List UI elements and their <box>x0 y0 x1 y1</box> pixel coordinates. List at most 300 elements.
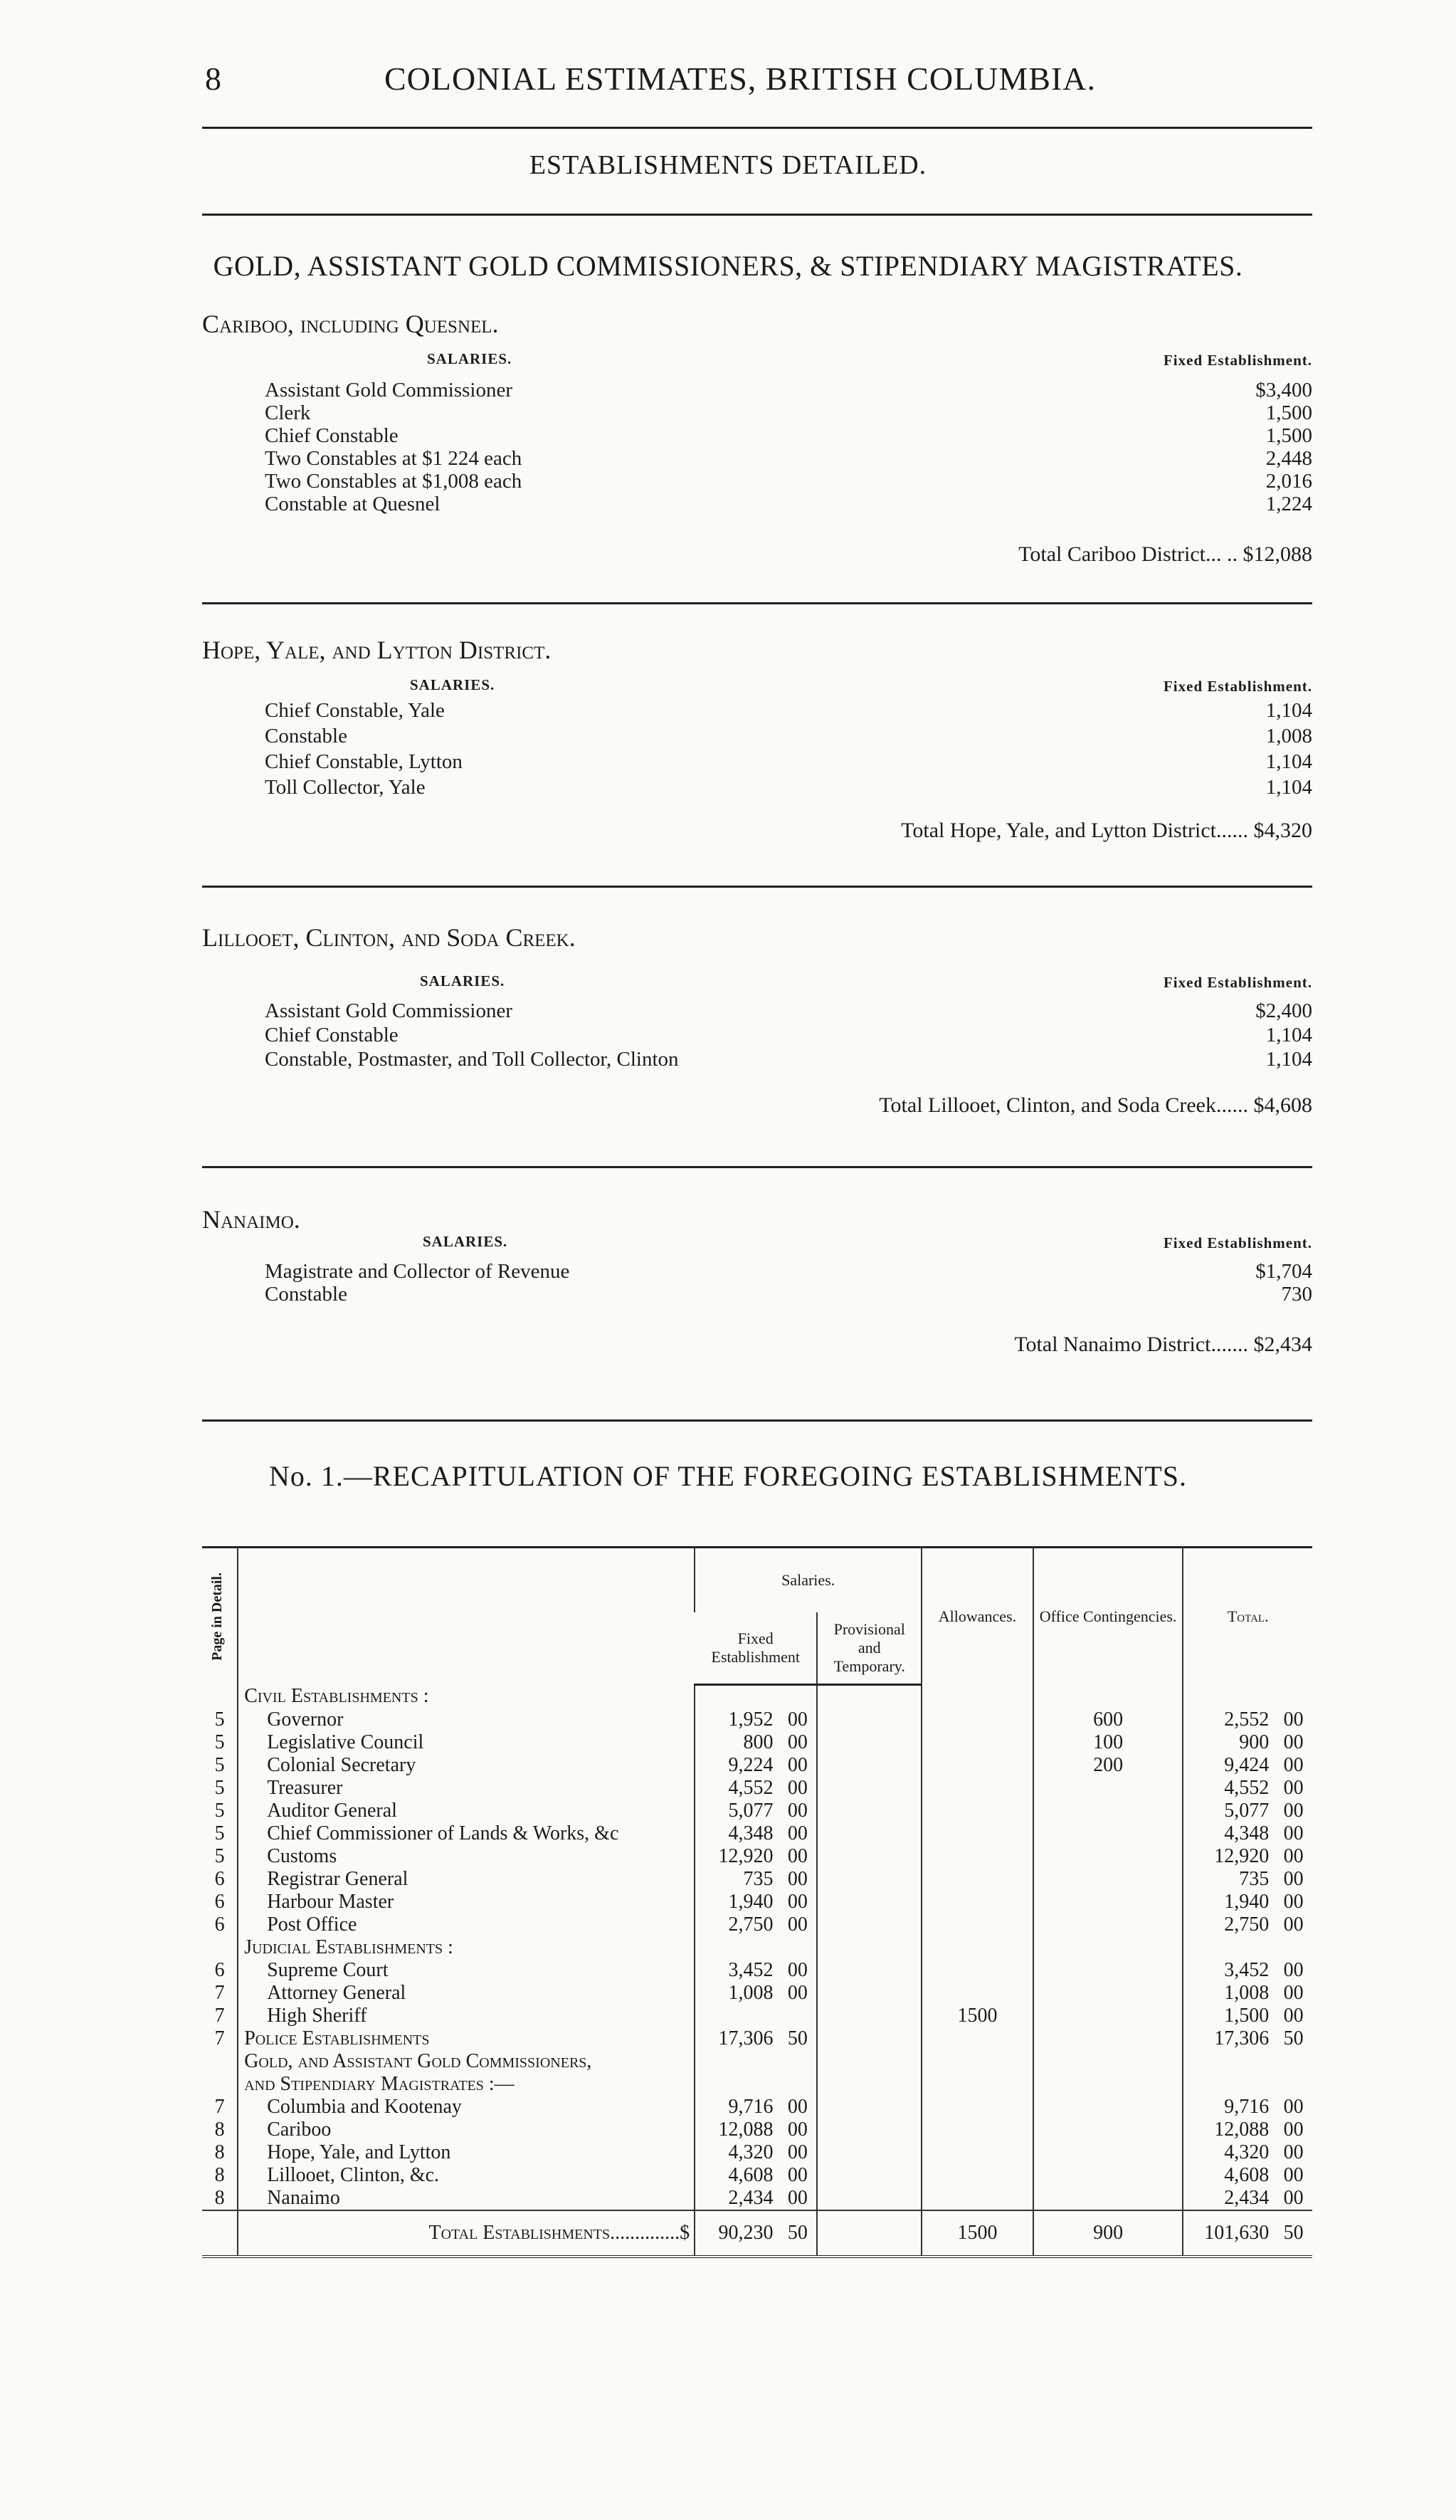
total-cents-cell <box>1275 1685 1312 1709</box>
office-cell <box>1033 1913 1183 1936</box>
total-cell <box>1183 2073 1275 2096</box>
office-cell <box>1033 1959 1183 1982</box>
office-cell <box>1033 1822 1183 1845</box>
total-cell: 9,424 <box>1183 1754 1275 1777</box>
fixed-cents-cell: 00 <box>787 2096 808 2118</box>
salaries-label: SALARIES. <box>420 972 505 989</box>
salary-value: $3,400 <box>1255 379 1312 401</box>
recap-row <box>202 1777 1312 1800</box>
page-number: 8 <box>205 61 222 97</box>
salary-row <box>265 999 1312 1024</box>
col-header-total: Total. <box>1183 1548 1312 1685</box>
allowances-cell <box>922 2119 1033 2141</box>
salary-row <box>265 699 1312 723</box>
row-label: Colonial Secretary <box>238 1754 695 1777</box>
fixed-cents-cell: 00 <box>787 2141 808 2163</box>
salary-value: 1,104 <box>1265 750 1312 773</box>
total-cents-cell: 00 <box>1283 1708 1304 1731</box>
salary-label: Clerk <box>265 401 311 424</box>
col-header-allowances: Allowances. <box>922 1548 1033 1685</box>
total-cents-cell: 00 <box>1283 1777 1304 1799</box>
section-rule <box>202 602 1312 604</box>
recap-row <box>202 1982 1312 2005</box>
district-total <box>901 819 1312 843</box>
provisional-cell <box>817 2141 922 2164</box>
page-cell <box>202 2050 238 2073</box>
provisional-cell <box>817 1822 922 1845</box>
office-cell <box>1033 1868 1183 1891</box>
section-label: Gold, and Assistant Gold Commissioners, <box>238 2050 695 2073</box>
total-cents-cell: 00 <box>1283 1731 1304 1753</box>
salary-label: Assistant Gold Commissioner <box>265 379 513 401</box>
fixed-cents-cell: 00 <box>787 1708 808 1731</box>
salary-row <box>265 424 1312 448</box>
district-name: Nanaimo. <box>202 1205 300 1234</box>
recap-title: No. 1.—RECAPITULATION OF THE FOREGOING ESTABLISHMENTS. <box>268 1460 1188 1492</box>
office-cell <box>1033 2027 1183 2050</box>
salaries-label: SALARIES. <box>410 676 495 693</box>
page-cell: 5 <box>214 1731 225 1753</box>
provisional-cell <box>817 1936 922 1959</box>
row-label: Supreme Court <box>238 1959 695 1982</box>
recap-row <box>202 2096 1312 2119</box>
district-total-value: $12,088 <box>1243 542 1312 566</box>
col-header-description <box>238 1548 695 1685</box>
district-total-value: $2,434 <box>1253 1333 1312 1356</box>
salary-label: Constable <box>265 1283 347 1306</box>
salary-label: Two Constables at $1 224 each <box>265 447 522 470</box>
fixed-cell: 12,920 <box>695 1845 779 1868</box>
col-header-office-contingencies: Office Contingencies. <box>1033 1548 1183 1685</box>
recap-total-row <box>202 2210 1312 2257</box>
salary-value: 1,104 <box>1265 1024 1312 1046</box>
total-cents-cell: 00 <box>1283 1822 1304 1844</box>
fixed-cell: 1,952 <box>695 1708 779 1731</box>
total-cents-cell: 00 <box>1283 1913 1304 1936</box>
total-cell: 9,716 <box>1183 2096 1275 2119</box>
total-cents-cell <box>1275 2073 1312 2096</box>
fixed-cell: 4,608 <box>695 2164 779 2187</box>
fixed-cents-cell: 00 <box>787 1982 808 2004</box>
recap-total-grand-cents: 50 <box>1275 2210 1312 2257</box>
page-cell: 5 <box>214 1754 225 1776</box>
fixed-cents-cell: 00 <box>787 1868 808 1890</box>
salary-value: 1,104 <box>1265 1048 1312 1071</box>
fixed-cell <box>695 1685 779 1709</box>
allowances-cell <box>922 1731 1033 1754</box>
allowances-cell <box>922 2050 1033 2073</box>
district-total <box>1014 1333 1312 1357</box>
salary-value: 1,104 <box>1265 776 1312 799</box>
allowances-cell <box>922 1754 1033 1777</box>
section-label: and Stipendiary Magistrates :— <box>238 2073 695 2096</box>
page-cell: 7 <box>214 1982 225 2004</box>
fixed-cell: 12,088 <box>695 2119 779 2141</box>
salary-value: 1,500 <box>1265 424 1312 447</box>
row-label: High Sheriff <box>238 2005 695 2027</box>
recap-total-office: 900 <box>1033 2210 1183 2257</box>
district-total-label: Total Hope, Yale, and Lytton District...... <box>901 819 1248 842</box>
total-cell <box>1183 2050 1275 2073</box>
row-label: Registrar General <box>238 1868 695 1891</box>
fixed-cents-cell: 00 <box>787 1800 808 1822</box>
total-cents-cell: 00 <box>1283 1891 1304 1913</box>
fixed-cents-cell: 00 <box>787 1959 808 1981</box>
office-cell <box>1033 2164 1183 2187</box>
recap-row <box>202 1913 1312 1936</box>
page-title: COLONIAL ESTIMATES, BRITISH COLUMBIA. <box>384 61 1097 97</box>
page-cell: 5 <box>214 1822 225 1844</box>
fixed-cell <box>695 2005 779 2027</box>
col-header-page: Page in Detail. <box>202 1548 238 1685</box>
recap-row <box>202 2027 1312 2050</box>
row-label: Hope, Yale, and Lytton <box>238 2141 695 2164</box>
district-name: Cariboo, including Quesnel. <box>202 310 499 338</box>
total-cell: 2,434 <box>1183 2187 1275 2210</box>
provisional-cell <box>817 1845 922 1868</box>
total-cell: 1,500 <box>1183 2005 1275 2027</box>
allowances-cell <box>922 1959 1033 1982</box>
office-cell <box>1033 1936 1183 1959</box>
provisional-cell <box>817 2164 922 2187</box>
recap-table <box>202 1546 1312 2258</box>
col-header-fixed: Fixed Establishment <box>695 1612 817 1685</box>
row-label: Cariboo <box>238 2119 695 2141</box>
fixed-cell: 5,077 <box>695 1800 779 1822</box>
office-cell <box>1033 1685 1183 1709</box>
recap-row <box>202 1845 1312 1868</box>
salary-row <box>265 1283 1312 1307</box>
allowances-cell <box>922 2096 1033 2119</box>
allowances-cell <box>922 1982 1033 2005</box>
salary-value: 1,500 <box>1265 401 1312 424</box>
page-cell: 5 <box>214 1845 225 1867</box>
fixed-cell: 4,320 <box>695 2141 779 2164</box>
total-cell: 17,306 <box>1183 2027 1275 2050</box>
total-cell: 2,750 <box>1183 1913 1275 1936</box>
allowances-cell <box>922 1845 1033 1868</box>
total-cell <box>1183 1685 1275 1709</box>
salaries-label: SALARIES. <box>427 350 512 367</box>
recap-row <box>202 2164 1312 2187</box>
salary-row <box>265 493 1312 517</box>
total-cents-cell: 00 <box>1283 1845 1304 1867</box>
salary-label: Constable, Postmaster, and Toll Collector, Clinton <box>265 1048 679 1071</box>
row-label: Columbia and Kootenay <box>238 2096 695 2119</box>
fixed-cents-cell: 00 <box>787 1891 808 1913</box>
fixed-cell: 9,224 <box>695 1754 779 1777</box>
total-cell: 4,608 <box>1183 2164 1275 2187</box>
total-cell: 4,552 <box>1183 1777 1275 1800</box>
provisional-cell <box>817 1913 922 1936</box>
total-cents-cell: 00 <box>1283 1959 1304 1981</box>
salary-row <box>265 750 1312 775</box>
salaries-label: SALARIES. <box>423 1233 508 1250</box>
row-label: Harbour Master <box>238 1891 695 1913</box>
salary-row <box>265 447 1312 471</box>
fixed-cell: 2,434 <box>695 2187 779 2210</box>
page-cell: 5 <box>214 1777 225 1799</box>
salary-row <box>265 470 1312 494</box>
fixed-cents-cell: 00 <box>787 2119 808 2141</box>
allowances-cell <box>922 1868 1033 1891</box>
col-header-provisional: Provisional and Temporary. <box>817 1612 922 1685</box>
recap-total-grand: 101,630 <box>1183 2210 1275 2257</box>
section-label: Civil Establishments : <box>238 1685 695 1709</box>
fixed-cell: 4,552 <box>695 1777 779 1800</box>
row-label: Auditor General <box>238 1800 695 1822</box>
page-cell: 5 <box>214 1800 225 1822</box>
fixed-establishment-label: Fixed Establishment. <box>1163 1234 1312 1251</box>
recap-row <box>202 2187 1312 2210</box>
page-cell: 8 <box>214 2119 225 2141</box>
fixed-cents-cell <box>779 2050 817 2073</box>
fixed-cell: 800 <box>695 1731 779 1754</box>
recap-total-fixed-cents: 50 <box>779 2210 817 2257</box>
district-total <box>1018 542 1312 567</box>
salary-value: $2,400 <box>1255 999 1312 1022</box>
fixed-cents-cell: 00 <box>787 1913 808 1936</box>
salary-label: Assistant Gold Commissioner <box>265 999 513 1022</box>
page-cell: 7 <box>214 2005 225 2027</box>
fixed-cell: 4,348 <box>695 1822 779 1845</box>
total-cell: 12,088 <box>1183 2119 1275 2141</box>
fixed-cents-cell: 00 <box>787 1731 808 1753</box>
recap-total-label: Total Establishments..............$ <box>238 2210 695 2257</box>
row-label: Police Establishments <box>238 2027 695 2050</box>
district-name: Hope, Yale, and Lytton District. <box>202 636 552 664</box>
salary-value: 1,104 <box>1265 699 1312 722</box>
total-cell: 12,920 <box>1183 1845 1275 1868</box>
fixed-cell: 3,452 <box>695 1959 779 1982</box>
recap-section-row <box>202 1936 1312 1959</box>
provisional-cell <box>817 1777 922 1800</box>
page-cell: 6 <box>214 1868 225 1890</box>
total-cents-cell: 00 <box>1283 2096 1304 2118</box>
allowances-cell <box>922 1822 1033 1845</box>
fixed-cents-cell: 00 <box>787 1754 808 1776</box>
salary-value: 2,448 <box>1265 447 1312 470</box>
total-cell: 735 <box>1183 1868 1275 1891</box>
fixed-cents-cell: 00 <box>787 1845 808 1867</box>
recap-section-row <box>202 1685 1312 1709</box>
row-label: Legislative Council <box>238 1731 695 1754</box>
fixed-cents-cell: 00 <box>787 1822 808 1844</box>
office-cell <box>1033 1800 1183 1822</box>
salary-row <box>265 1024 1312 1048</box>
main-heading: GOLD, ASSISTANT GOLD COMMISSIONERS, & STIPENDIARY MAGISTRATES. <box>213 250 1243 282</box>
total-cell: 900 <box>1183 1731 1275 1754</box>
section-subheader: ESTABLISHMENTS DETAILED. <box>529 150 927 180</box>
page-cell: 6 <box>214 1891 225 1913</box>
allowances-cell <box>922 1708 1033 1731</box>
salary-label: Magistrate and Collector of Revenue <box>265 1260 570 1283</box>
page-cell <box>202 2073 238 2096</box>
section-rule <box>202 1419 1312 1422</box>
total-cell: 5,077 <box>1183 1800 1275 1822</box>
recap-row <box>202 1822 1312 1845</box>
total-cents-cell: 00 <box>1283 1800 1304 1822</box>
salary-value: 1,008 <box>1265 725 1312 747</box>
office-cell <box>1033 2187 1183 2210</box>
salary-value: 2,016 <box>1265 470 1312 493</box>
page-cell <box>202 1936 238 1959</box>
salary-row <box>265 725 1312 749</box>
recap-row <box>202 2005 1312 2027</box>
total-cents-cell: 00 <box>1283 2005 1304 2027</box>
provisional-cell <box>817 1868 922 1891</box>
allowances-cell <box>922 1685 1033 1709</box>
total-cell <box>1183 1936 1275 1959</box>
fixed-cents-cell: 00 <box>787 2187 808 2209</box>
allowances-cell <box>922 1936 1033 1959</box>
header-rule <box>202 127 1312 129</box>
fixed-cents-cell: 50 <box>787 2027 808 2049</box>
office-cell: 200 <box>1033 1754 1183 1777</box>
district-total <box>879 1093 1312 1118</box>
total-cents-cell: 00 <box>1283 2187 1304 2209</box>
allowances-cell <box>922 2164 1033 2187</box>
district-total-value: $4,608 <box>1253 1093 1312 1117</box>
allowances-cell <box>922 2073 1033 2096</box>
provisional-cell <box>817 2050 922 2073</box>
recap-row <box>202 1754 1312 1777</box>
provisional-cell <box>817 1708 922 1731</box>
provisional-cell <box>817 2027 922 2050</box>
provisional-cell <box>817 2005 922 2027</box>
total-cell: 4,320 <box>1183 2141 1275 2164</box>
recap-row <box>202 1708 1312 1731</box>
page-cell: 8 <box>214 2141 225 2163</box>
recap-section-row <box>202 2050 1312 2073</box>
page-cell: 5 <box>214 1708 225 1731</box>
row-label: Nanaimo <box>238 2187 695 2210</box>
salary-value: $1,704 <box>1255 1260 1312 1283</box>
salary-row <box>265 1260 1312 1284</box>
office-cell <box>1033 1891 1183 1913</box>
district-name: Lillooet, Clinton, and Soda Creek. <box>202 923 576 952</box>
recap-total-fixed: 90,230 <box>695 2210 779 2257</box>
office-cell <box>1033 1845 1183 1868</box>
row-label: Post Office <box>238 1913 695 1936</box>
total-cents-cell <box>1275 1936 1312 1959</box>
fixed-cents-cell <box>779 2005 817 2027</box>
fixed-establishment-label: Fixed Establishment. <box>1163 352 1312 369</box>
row-label: Attorney General <box>238 1982 695 2005</box>
total-cents-cell: 00 <box>1283 2141 1304 2163</box>
fixed-cell <box>695 1936 779 1959</box>
fixed-cell: 735 <box>695 1868 779 1891</box>
salary-label: Chief Constable, Lytton <box>265 750 463 773</box>
section-rule <box>202 1166 1312 1168</box>
office-cell <box>1033 2073 1183 2096</box>
office-cell <box>1033 1777 1183 1800</box>
office-cell <box>1033 2005 1183 2027</box>
page-cell: 7 <box>214 2027 225 2049</box>
district-total-label: Total Lillooet, Clinton, and Soda Creek...... <box>879 1093 1248 1117</box>
fixed-cents-cell: 00 <box>787 1777 808 1799</box>
row-label: Treasurer <box>238 1777 695 1800</box>
page-cell: 7 <box>214 2096 225 2118</box>
salary-row <box>265 401 1312 426</box>
provisional-cell <box>817 2073 922 2096</box>
fixed-establishment-label: Fixed Establishment. <box>1163 678 1312 695</box>
allowances-cell <box>922 1891 1033 1913</box>
salary-row <box>265 1048 1312 1072</box>
recap-row <box>202 2141 1312 2164</box>
page-cell <box>202 1685 238 1709</box>
total-cents-cell: 00 <box>1283 2119 1304 2141</box>
total-cents-cell: 50 <box>1283 2027 1304 2049</box>
allowances-cell <box>922 1800 1033 1822</box>
row-label: Lillooet, Clinton, &c. <box>238 2164 695 2187</box>
total-cents-cell: 00 <box>1283 1982 1304 2004</box>
provisional-cell <box>817 1685 922 1709</box>
office-cell <box>1033 1982 1183 2005</box>
provisional-cell <box>817 2096 922 2119</box>
provisional-cell <box>817 2187 922 2210</box>
provisional-cell <box>817 1754 922 1777</box>
provisional-cell <box>817 1891 922 1913</box>
total-cents-cell <box>1275 2050 1312 2073</box>
fixed-cell: 9,716 <box>695 2096 779 2119</box>
office-cell: 600 <box>1033 1708 1183 1731</box>
office-cell <box>1033 2119 1183 2141</box>
allowances-cell <box>922 1777 1033 1800</box>
office-cell: 100 <box>1033 1731 1183 1754</box>
recap-row <box>202 1868 1312 1891</box>
salary-label: Chief Constable <box>265 1024 399 1046</box>
total-cents-cell: 00 <box>1283 2164 1304 2186</box>
row-label: Customs <box>238 1845 695 1868</box>
allowances-cell <box>922 2187 1033 2210</box>
recap-row <box>202 1800 1312 1822</box>
fixed-cents-cell <box>779 1685 817 1709</box>
recap-row <box>202 1731 1312 1754</box>
subheader-rule <box>202 214 1312 216</box>
recap-row <box>202 2119 1312 2141</box>
page-cell: 8 <box>214 2164 225 2186</box>
salary-row <box>265 776 1312 800</box>
fixed-cell: 17,306 <box>695 2027 779 2050</box>
page-cell: 6 <box>214 1913 225 1936</box>
fixed-cents-cell <box>779 1936 817 1959</box>
col-header-salaries: Salaries. <box>695 1548 922 1613</box>
fixed-cell: 1,940 <box>695 1891 779 1913</box>
salary-value: 1,224 <box>1265 493 1312 515</box>
section-label: Judicial Establishments : <box>238 1936 695 1959</box>
recap-total-allowances: 1500 <box>922 2210 1033 2257</box>
office-cell <box>1033 2050 1183 2073</box>
salary-row <box>265 379 1312 403</box>
total-cell: 2,552 <box>1183 1708 1275 1731</box>
allowances-cell <box>922 1913 1033 1936</box>
page-cell: 8 <box>214 2187 225 2209</box>
provisional-cell <box>817 1959 922 1982</box>
salary-label: Chief Constable, Yale <box>265 699 445 722</box>
provisional-cell <box>817 1731 922 1754</box>
page-cell: 6 <box>214 1959 225 1981</box>
provisional-cell <box>817 1800 922 1822</box>
fixed-cents-cell <box>779 2073 817 2096</box>
row-label: Governor <box>238 1708 695 1731</box>
salary-label: Constable at Quesnel <box>265 493 441 515</box>
district-total-label: Total Cariboo District... .. <box>1018 542 1238 566</box>
row-label: Chief Commissioner of Lands & Works, &c <box>238 1822 695 1845</box>
provisional-cell <box>817 1982 922 2005</box>
total-cell: 4,348 <box>1183 1822 1275 1845</box>
salary-label: Toll Collector, Yale <box>265 776 426 799</box>
